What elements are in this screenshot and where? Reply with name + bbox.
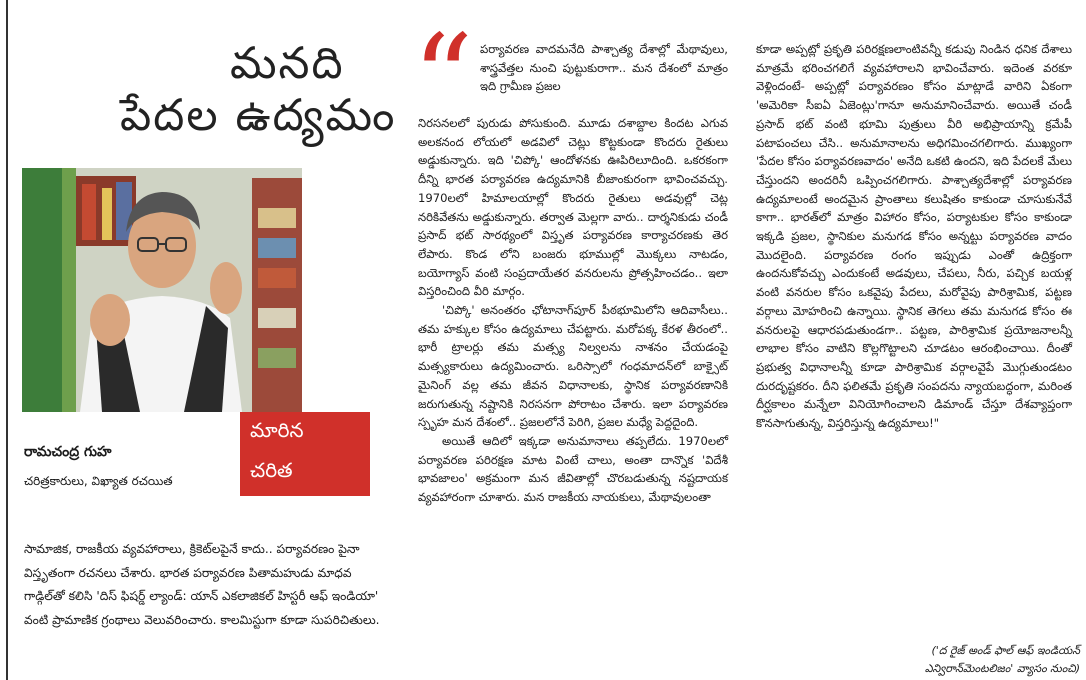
headline-line-1: మనది [230,38,345,89]
source-line-2: ఎన్విరాన్‌మెంటలిజం' వ్యాసం నుంచి) [924,662,1080,675]
author-intro: సామాజిక, రాజకీయ వ్యవహారాలు, క్రికెట్‌లపైనే కాదు.. పర్యావరణం పైనా విస్తృతంగా రచనలు చేశారు. భారత పర్యావరణ పితామహుడు మాధవ గాడ్గిల్‌తో కలిసి 'దిస్ ఫిషర్డ్ ల్యాండ్: యాన్ ఎకలాజికల్ హిస్టరీ ఆఫ్ ఇండియా' వంటి ప్రామాణిక గ్రంథాలు వెలువరించారు. కాలమిస్టుగా కూడా సుపరిచితులు. [24,542,380,627]
left-column-rule [6,0,8,680]
article-column-3 [756,40,1072,433]
author-name: రామచంద్ర గుహ [24,444,112,460]
author-photo [22,168,302,412]
article-column-2 [418,114,728,507]
author-role: చరిత్రకారులు, విఖ్యాత రచయిత [24,474,173,488]
quote-mark: “ [412,10,474,149]
col2-paragraph-2: 'చిప్కో' అనంతరం ఛోటానాగ్‌పూర్ పీఠభూమిలోని ఆదివాసీలు.. తమ హక్కుల కోసం ఉద్యమాలు చేపట్టారు. మరోపక్క కేరళ తీరంలో.. భారీ ట్రాలర్లు తమ మత్స్య నిల్వలను నాశనం చేయడంపై మత్స్యకారులు ఉద్యమించారు. ఒరిస్సాలో గంధమాదన్‌లో బాక్సైట్ మైనింగ్ వల్ల తమ జీవన విధానాలకు, స్థానిక పర్యావరణానికి జరుగుతున్న నష్టానికి నిరసనగా పోరాటం చేశారు. ఇలా పర్యావరణ స్పృహ మన దేశంలో.. ప్రజలలోనే పెరిగి, ప్రజల మధ్యే పెద్దదైంది. [418,303,728,430]
source-note [830,642,1080,678]
col2-paragraph-3: అయితే ఆదిలో ఇక్కడా అనుమానాలు తప్పలేదు. 1970లలో పర్యావరణ పరిరక్షణ మాట వింటే చాలు, అంతా దాన్నొక 'విదేశీ భావజాలం' అక్రమంగా మన జీవితాల్లో చొరబడుతున్న నష్టదాయక వ్యవహారంగా చూశారు. మన రాజకీయ నాయకులు, మేథావులంతా [418,433,728,505]
col2-paragraph-1: నిరసనలలో పురుడు పోసుకుంది. మూడు దశాబ్దాల కిందట ఎగువ అలకనంద లోయలో అడవిలో చెట్లు కొట్టకుండా కొందరు రైతులు అడ్డుకున్నారు. ఇది 'చిప్కో' ఆందోళనకు ఊపిరిలూదింది. ఒకరకంగా దీన్ని భారత పర్యావరణ ఉద్యమానికి బీజాంకురంగా భావించవచ్చు. 1970లలో హిమాలయాల్లో కొందరు రైతులు అడవుల్లో చెట్ల నరికివేతను అడ్డుకున్నారు. తర్వాత మెల్లగా వారు.. దార్శనికుడు చండీ ప్రసాద్ భట్ సారథ్యంలో విస్తృత పర్యావరణ కార్యాచరణకు తెర లేపారు. కొండ లోని బంజరు భూముల్లో మొక్కలు నాటడం, బయోగ్యాస్ వంటి సంప్రదాయేతర వనరులను ప్రోత్సహించడం.. ఇలా విస్తరించింది వీరి మార్గం. [418,116,728,299]
lead-paragraph [480,40,728,96]
lead-text: పర్యావరణ వాదమనేది పాశ్చాత్య దేశాల్లో మేథావులు, శాస్త్రవేత్తల నుంచి పుట్టుకురాగా.. మన దేశంలో మాత్రం ఇది గ్రామీణ ప్రజల [480,42,728,94]
author-photo-illustration [22,168,302,412]
column-tag [240,412,370,496]
column-tag-bottom: చరిత [250,458,293,482]
source-line-1: ('ద రైజ్ అండ్ ఫాల్ ఆఫ్ ఇండియన్ [931,644,1080,657]
column-tag-top: మారిన [250,418,304,442]
headline-line-2: పేదల ఉద్యమం [120,90,397,141]
col3-paragraph-1: కూడా అప్పట్లో ప్రకృతి పరిరక్షణలాంటివన్నీ కడుపు నిండిన ధనిక దేశాలు మాత్రమే భరించగలిగే వ్యవహారాలని భావించేవారు. ఇదెంత వరకూ వెళ్లిందంటే- అప్పట్లో పర్యావరణం కోసం మాట్లాడే వారిని ఏకంగా 'అమెరికా సీఐఏ ఏజెంట్లు'గానూ అనుమానించేవారు. అయితే చండీ ప్రసాద్ భట్ వంటి భూమి పుత్రులు వీరి అభిప్రాయాన్ని క్రమేపీ పటాపంచలు చేసి.. అనుమానాలను అధిగమించగలిగారు. ముఖ్యంగా 'పేదల కోసం పర్యావరణవాదం' అనేది ఒకటి ఉందని, ఇది పేదలకే మేలు చేస్తుందని అందరినీ ఒప్పించగలిగారు. పాశ్చాత్యదేశాల్లో పర్యావరణ ఉద్యమాలంటే అందమైన ప్రాంతాలు కలుషితం కాకుండా చూసుకునేవే కాగా.. భారత్‌లో మాత్రం విహారం కోసం, పర్యాటకుల కోసం కాకుండా ఇక్కడి ప్రజల, స్థానికుల మనుగడ కోసం అన్నట్టు పర్యావరణ వాదం మొదలైంది. పర్యావరణ రంగం ఇప్పుడు ఎంతో ఉద్రిక్తంగా ఉందనుకోవచ్చు ఎందుకంటే అడవులు, చేపలు, నీరు, పచ్చిక బయళ్ల వంటి వనరుల కోసం ఒకవైపు పేదలు, మరోవైపు పారిశ్రామిక, పట్టణ వర్గాలు మోహరించి ఉన్నాయి. స్థానిక తెగలు తమ మనుగడ కోసం ఈ వనరులపై ఆధారపడుతుండగా.. పట్టణ, పారిశ్రామిక ప్రయోజనాలన్నీ లాభాల కోసం వాటిని కొల్లగొట్టాలని చూడటం ఆరంభించాయి. దీంతో ప్రభుత్వ విధానాలన్నీ కూడా పారిశ్రామిక వర్గాలవైపే మొగ్గుతుండటం దురదృష్టకరం. దీని ఫలితమే ప్రకృతి సంపదను న్యాయబద్ధంగా, మరింత దీర్ఘకాలం మన్నేలా వినియోగించాలని డిమాండ్ చేస్తూ దేశవ్యాప్తంగా కొనసాగుతున్న, విస్తరిస్తున్న ఉద్యమాలు!" [756,42,1072,431]
